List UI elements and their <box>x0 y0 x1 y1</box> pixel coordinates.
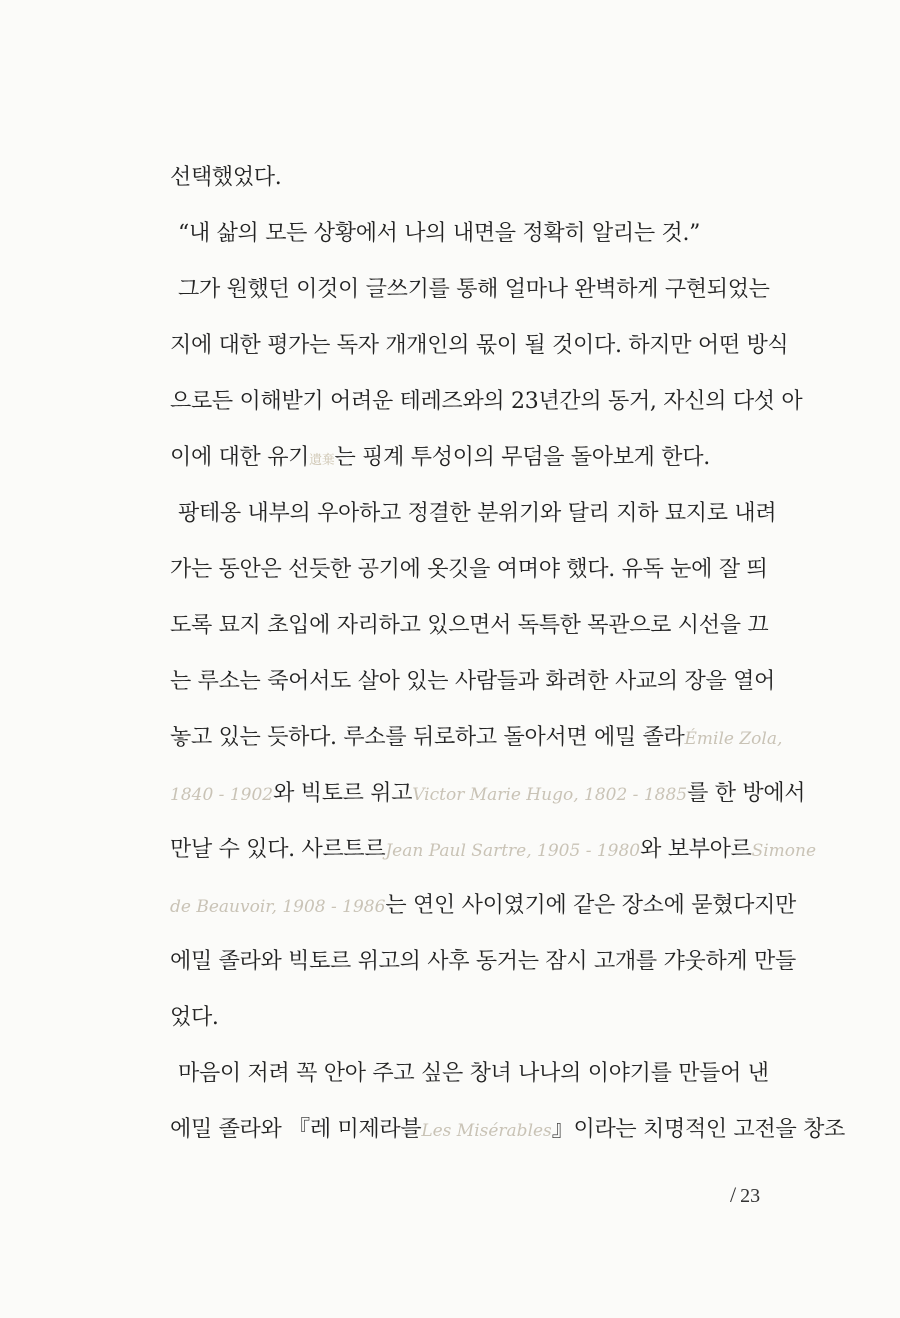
name-gloss: de Beauvoir, 1908 - 1986 <box>170 897 386 917</box>
text-line <box>170 542 770 598</box>
text-line <box>170 374 803 430</box>
hanja-gloss: 遺棄 <box>309 453 335 468</box>
name-gloss: Simone <box>751 841 817 861</box>
name-gloss: Jean Paul Sartre, 1905 - 1980 <box>385 841 641 861</box>
folio-slash: / <box>730 1182 737 1207</box>
text-run: 었다. <box>170 1005 219 1030</box>
text-line <box>170 206 770 262</box>
text-line <box>170 878 797 934</box>
text-run: 는 루소는 죽어서도 살아 있는 사람들과 화려한 사교의 장을 열어 <box>170 669 775 694</box>
text-run: 그가 원했던 이것이 글쓰기를 통해 얼마나 완벽하게 구현되었는 <box>178 277 770 302</box>
text-run: 마음이 저려 꼭 안아 주고 싶은 창녀 나나의 이야기를 만들어 낸 <box>178 1061 769 1086</box>
text-run: 를 한 방에서 <box>687 781 806 806</box>
text-line <box>170 262 770 318</box>
text-line <box>170 150 770 206</box>
text-run: 에밀 졸라와 『레 미제라블 <box>170 1117 422 1142</box>
text-run: 가는 동안은 선듯한 공기에 옷깃을 여며야 했다. 유독 눈에 잘 띄 <box>170 557 768 582</box>
text-run: 선택했었다. <box>170 165 282 190</box>
text-run: 에밀 졸라와 빅토르 위고의 사후 동거는 잠시 고개를 갸웃하게 만들 <box>170 949 796 974</box>
body-text <box>170 150 846 1158</box>
page-number-value: 23 <box>740 1185 761 1207</box>
text-run: 는 핑계 투성이의 무덤을 돌아보게 한다. <box>334 445 710 470</box>
text-run: 으로든 이해받기 어려운 테레즈와의 23년간의 동거, 자신의 다섯 아 <box>170 389 803 414</box>
text-line <box>170 1102 846 1158</box>
text-line <box>170 486 777 542</box>
text-run: 와 보부아르 <box>640 837 752 862</box>
text-run: 놓고 있는 듯하다. 루소를 뒤로하고 돌아서면 에밀 졸라 <box>170 725 685 750</box>
text-run: 』이라는 치명적인 고전을 창조 <box>551 1117 846 1142</box>
text-run: 이에 대한 유기 <box>170 445 310 470</box>
text-run: 지에 대한 평가는 독자 개개인의 몫이 될 것이다. 하지만 어떤 방식 <box>170 333 789 358</box>
text-run: 팡테옹 내부의 우아하고 정결한 분위기와 달리 지하 묘지로 내려 <box>178 501 777 526</box>
text-run: 와 빅토르 위고 <box>273 781 413 806</box>
text-run: 만날 수 있다. 사르트르 <box>170 837 386 862</box>
text-line <box>170 430 770 486</box>
text-line <box>170 654 775 710</box>
text-line <box>170 598 770 654</box>
text-line <box>170 1046 770 1102</box>
quote-run: “내 삶의 모든 상황에서 나의 내면을 정확히 알리는 것.” <box>178 221 701 246</box>
name-gloss: Victor Marie Hugo, 1802 - 1885 <box>412 785 688 805</box>
text-run: 도록 묘지 초입에 자리하고 있으면서 독특한 목관으로 시선을 끄 <box>170 613 769 638</box>
text-run: 는 연인 사이였기에 같은 장소에 묻혔다지만 <box>385 893 797 918</box>
text-line <box>170 990 770 1046</box>
text-line <box>170 822 817 878</box>
text-line <box>170 766 806 822</box>
text-line <box>170 318 789 374</box>
name-gloss: Émile Zola, <box>684 729 783 749</box>
name-gloss: 1840 - 1902 <box>170 785 274 805</box>
page-number <box>730 1182 760 1208</box>
title-gloss: Les Misérables <box>421 1121 552 1141</box>
text-line <box>170 710 783 766</box>
text-line <box>170 934 796 990</box>
